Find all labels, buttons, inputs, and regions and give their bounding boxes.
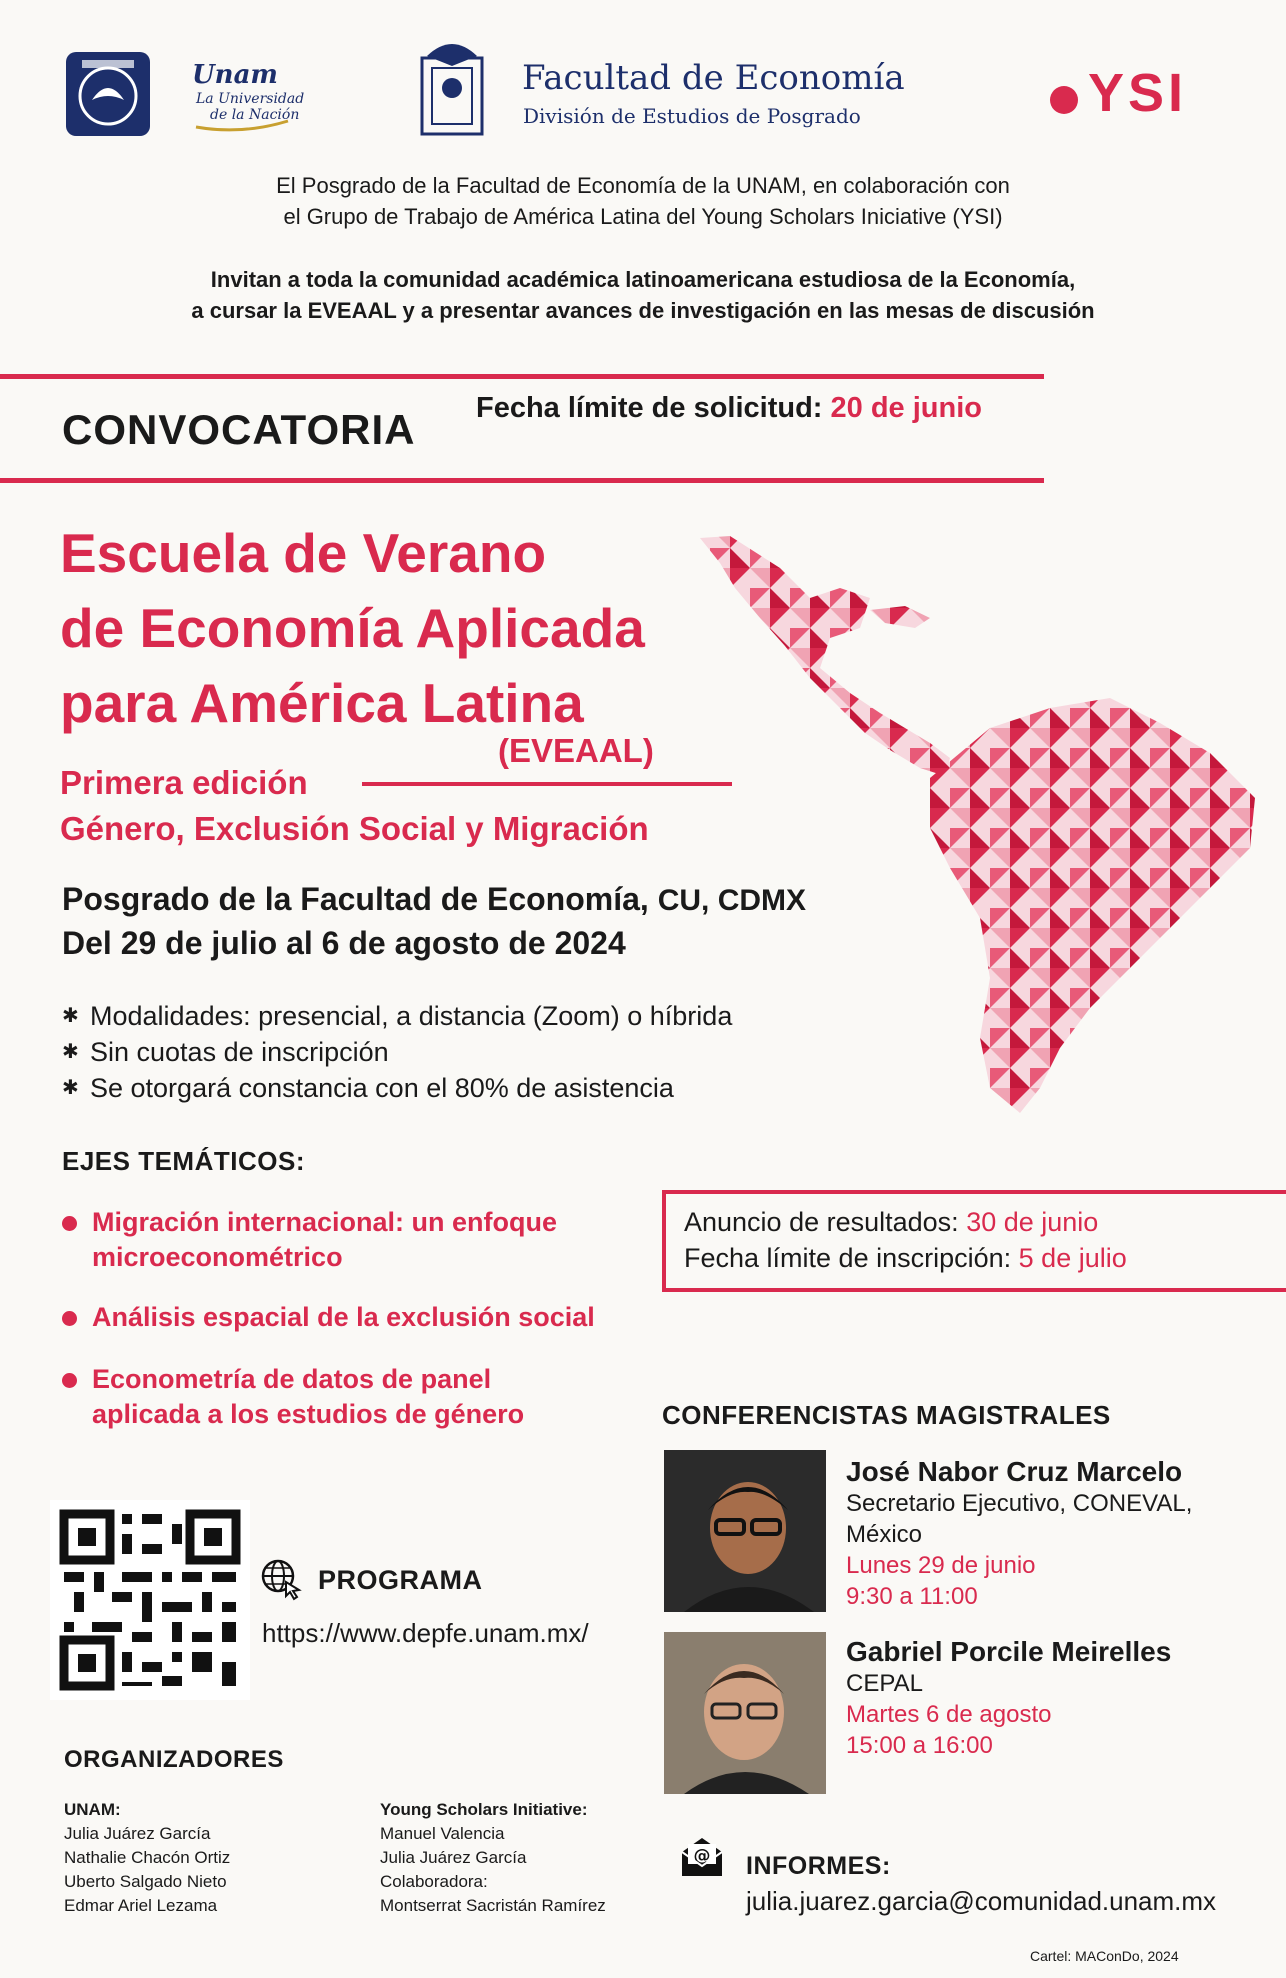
intro-line-1: El Posgrado de la Facultad de Economía de la UNAM, en colaboración con [276,173,1010,198]
school-title-line-1: Escuela de Verano [60,522,547,584]
inscription-value: 5 de julio [1018,1243,1127,1273]
svg-text:La Universidad: La Universidad [196,91,305,107]
intro-line-2: el Grupo de Trabajo de América Latina del Young Scholars Iniciative (YSI) [283,204,1003,229]
ejes-heading: EJES TEMÁTICOS: [62,1146,305,1176]
eje-line: microeconométrico [92,1242,343,1272]
speaker-role: México [846,1521,923,1548]
key-dates-box [662,1190,1286,1292]
divider-bottom [0,478,1044,483]
speaker-role: Secretario Ejecutivo, CONEVAL, [846,1490,1193,1517]
venue: Posgrado de la Facultad de Economía, [62,881,649,917]
eje-item [62,1362,524,1432]
speaker-1 [846,1456,1192,1612]
school-acronym: (EVEAAL) [498,732,654,769]
eje-line: Análisis espacial de la exclusión social [92,1302,595,1332]
edition: Primera edición [60,764,308,801]
convocatoria-label: CONVOCATORIA [62,406,416,453]
collab-label: Colaboradora: [380,1872,488,1891]
school-title-line-3: para América Latina [60,672,584,734]
eje-line: aplicada a los estudios de género [92,1399,525,1429]
dates: Del 29 de julio al 6 de agosto de 2024 [62,925,626,961]
unam-label: UNAM: [64,1800,121,1819]
svg-text:Unam: Unam [192,60,278,90]
results-label: Anuncio de resultados: [684,1207,959,1237]
eje-line: Migración internacional: un enfoque [92,1207,558,1237]
qr-code[interactable] [50,1500,250,1700]
organizer: Manuel Valencia [380,1824,505,1843]
speaker-date: Martes 6 de agosto [846,1701,1052,1728]
bullet-dot-icon [62,1373,77,1388]
feature-text: Se otorgará constancia con el 80% de asistencia [90,1073,674,1103]
asterisk-icon: ✱ [62,1041,79,1063]
feature-text: Sin cuotas de inscripción [90,1037,389,1067]
results-value: 30 de junio [966,1207,1099,1237]
speaker-name: Gabriel Porcile Meirelles [846,1636,1172,1667]
invite-text [0,264,1286,326]
svg-text:de la Nación: de la Nación [210,107,300,123]
speaker-photo [664,1450,826,1612]
intro-text [0,170,1286,232]
eje-line: Econometría de datos de panel [92,1364,492,1394]
bullet-dot-icon [62,1216,77,1231]
organizers-ysi [380,1798,606,1918]
edition-topic: Género, Exclusión Social y Migración [60,810,649,847]
organizer: Montserrat Sacristán Ramírez [380,1896,606,1915]
bullet-dot-icon [62,1311,77,1326]
organizer: Nathalie Chacón Ortiz [64,1848,231,1867]
venue-dates [62,878,806,965]
unam-seal [62,48,154,140]
programa-link[interactable]: https://www.depfe.unam.mx/ [262,1618,589,1648]
unam-nacion-logo [192,55,305,135]
school-title [60,516,645,741]
faculty-shield-logo [412,38,492,138]
faculty-title: Facultad de Economía [522,58,905,98]
features-list [62,998,732,1106]
feature-item [62,1070,732,1106]
speaker-time: 15:00 a 16:00 [846,1732,993,1759]
deadline-value: 20 de junio [830,392,983,424]
organizer: Uberto Salgado Nieto [64,1872,227,1891]
invite-line-2: a cursar la EVEAAL y a presentar avances de investigación en las mesas de discusión [191,298,1095,323]
poster-credit: Cartel: MAConDo, 2024 [1030,1948,1179,1964]
divider-top [0,374,1044,379]
svg-text:@: @ [693,1846,711,1866]
latin-america-map [690,528,1270,1128]
feature-item [62,998,732,1034]
speaker-role: CEPAL [846,1670,923,1697]
deadline-label: Fecha límite de solicitud: [476,392,823,424]
organizer: Julia Juárez García [380,1848,527,1867]
speaker-time: 9:30 a 11:00 [846,1583,978,1610]
organizer: Julia Juárez García [64,1824,211,1843]
school-title-line-2: de Economía Aplicada [60,597,645,659]
mail-icon [680,1836,724,1878]
organizers-unam [64,1798,230,1918]
invite-line-1: Invitan a toda la comunidad académica latinoamericana estudiosa de la Economía, [210,267,1076,292]
faculty-subtitle: División de Estudios de Posgrado [523,104,861,128]
eje-item [62,1205,557,1275]
globe-hand-icon [260,1558,302,1600]
speaker-photo [664,1632,826,1794]
ysi-logo-text: YSI [1088,63,1188,123]
informes-label: INFORMES: [746,1852,891,1880]
inscription-label: Fecha límite de inscripción: [684,1243,1012,1273]
feature-item [62,1034,732,1070]
informes-email[interactable]: julia.juarez.garcia@comunidad.unam.mx [746,1886,1217,1916]
deadline [476,392,982,425]
speaker-date: Lunes 29 de junio [846,1552,1036,1579]
eje-item [62,1300,595,1335]
speakers-heading: CONFERENCISTAS MAGISTRALES [662,1400,1111,1430]
organizers-heading: ORGANIZADORES [64,1746,284,1773]
ysi-logo [1040,62,1220,122]
edition-rule [362,782,732,786]
feature-text: Modalidades: presencial, a distancia (Zoom) o híbrida [90,1001,733,1031]
asterisk-icon: ✱ [62,1005,79,1027]
programa-label: PROGRAMA [318,1565,483,1595]
organizer: Edmar Ariel Lezama [64,1896,218,1915]
speaker-2 [846,1636,1171,1761]
speaker-name: José Nabor Cruz Marcelo [846,1456,1183,1487]
venue-suffix: CU, CDMX [657,884,807,917]
ysi-label: Young Scholars Initiative: [380,1800,588,1819]
asterisk-icon: ✱ [62,1077,79,1099]
